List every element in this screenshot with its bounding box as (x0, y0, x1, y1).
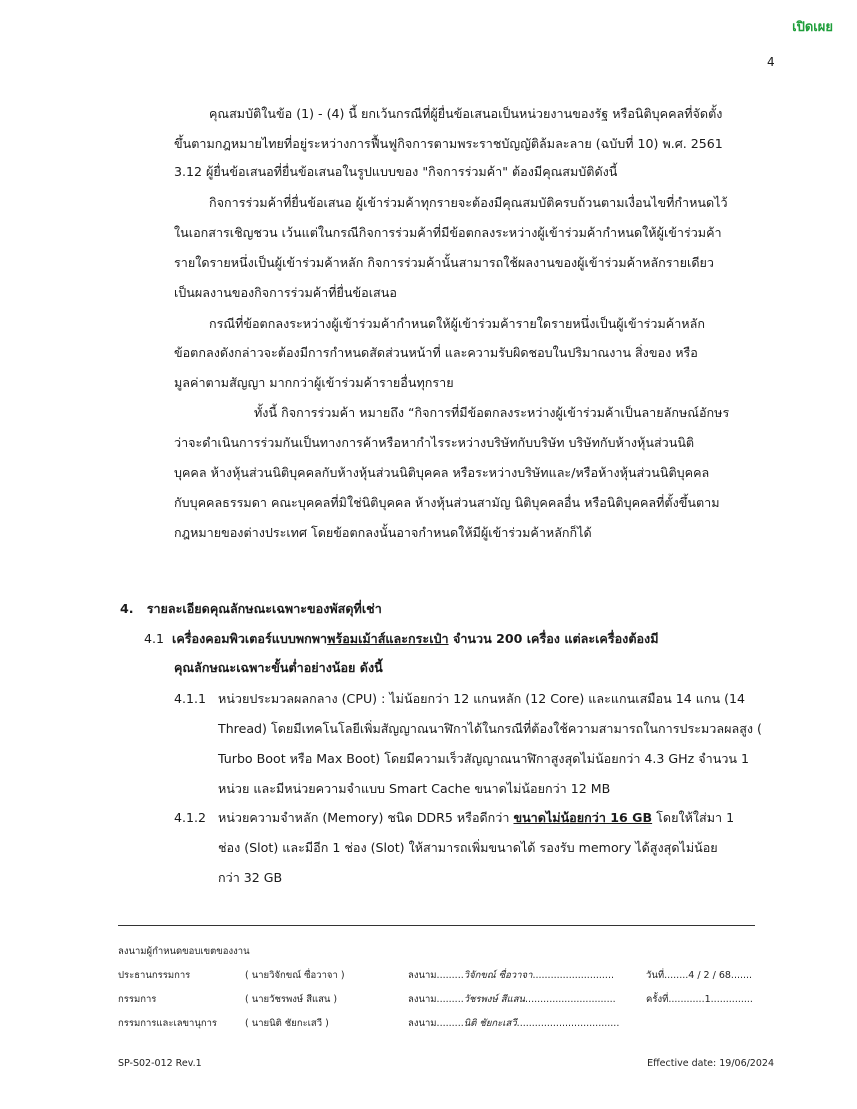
subitem-4-1-2-number: 4.1.2 (174, 810, 207, 825)
revision-label: ครั้งที่............ (646, 994, 705, 1005)
signature-heading: ลงนามผู้กำหนดขอบเขตของงาน (118, 946, 250, 957)
document-code: SP-S02-012 Rev.1 (118, 1058, 202, 1069)
subitem-text: Turbo Boot หรือ Max Boot) โดยมีความเร็วสัญญาณนาฬิกาสูงสุดไม่น้อยกว่า 4.3 GHz จำนวน 1 (218, 751, 750, 766)
signature-name: วัชรพงษ์ สีแสน (463, 994, 526, 1005)
subitem-text: หน่วย และมีหน่วยความจำแบบ Smart Cache ขนาดไม่น้อยกว่า 12 MB (218, 781, 611, 796)
signature-dots: ........................... (532, 970, 614, 981)
date-dots: ....... (730, 970, 753, 981)
signature-dots: .................................. (516, 1018, 620, 1029)
signer-role: กรรมการ (118, 994, 157, 1005)
date-field (646, 968, 752, 983)
subitem-text: กว่า 32 GB (218, 870, 283, 885)
text-line: กรณีที่ข้อตกลงระหว่างผู้เข้าร่วมค้ากำหนดให้ผู้เข้าร่วมค้ารายใดรายหนึ่งเป็นผู้เข้าร่วมค้าหลัก (209, 316, 705, 331)
signer-role: ประธานกรรมการ (118, 970, 191, 981)
section-heading (120, 603, 382, 616)
revision-dots: .............. (710, 994, 753, 1005)
signer-name: ( นายวัชรพงษ์ สีแสน ) (245, 994, 338, 1005)
signature-dots: .............................. (525, 994, 616, 1005)
subitem-4-1-1-number: 4.1.1 (174, 691, 207, 706)
signature-divider (118, 925, 755, 926)
signature-field (408, 992, 616, 1007)
signer-role: กรรมการและเลขานุการ (118, 1018, 218, 1029)
subitem-text-part: โดยให้ใส่มา 1 (652, 810, 735, 825)
text-line: บุคคล ห้างหุ้นส่วนนิติบุคคลกับห้างหุ้นส่วนนิติบุคคล หรือระหว่างบริษัทและ/หรือห้างหุ้นส่วนนิติบุคคล (174, 465, 710, 480)
signature-field (408, 1016, 619, 1031)
subitem-text: ช่อง (Slot) และมีอีก 1 ช่อง (Slot) ให้สามารถเพิ่มขนาดได้ รองรับ memory ได้สูงสุดไม่น้อย (218, 840, 718, 855)
section-number: 4. (120, 601, 134, 616)
subitem-text: Thread) โดยมีเทคโนโลยีเพิ่มสัญญาณนาฬิกาได้ในกรณีที่ต้องใช้ความสามารถในการประมวลผลสูง ( (218, 721, 762, 736)
signer-name: ( นายวิจักขณ์ ซื่อวาจา ) (245, 970, 345, 981)
subitem-text (218, 812, 734, 825)
text-line: ข้อตกลงดังกล่าวจะต้องมีการกำหนดสัดส่วนหน้าที่ และความรับผิดชอบในปริมาณงาน สิ่งของ หรือ (174, 345, 698, 360)
revision-value: 1 (704, 994, 711, 1005)
classification-stamp: เปิดเผย (792, 20, 833, 35)
text-line: ขึ้นตามกฎหมายไทยที่อยู่ระหว่างการฟื้นฟูกิจการตามพระราชบัญญัติล้มละลาย (ฉบับที่ 10) พ.ศ. 2561 (174, 136, 723, 151)
item-4-1-line2: คุณลักษณะเฉพาะขั้นต่ำอย่างน้อย ดังนี้ (174, 660, 383, 675)
subitem-text-part: หน่วยความจำหลัก (Memory) ชนิด DDR5 หรือดีกว่า (218, 810, 514, 825)
signature-dots: ลงนาม......... (408, 1018, 464, 1029)
signature-dots: ลงนาม......... (408, 994, 464, 1005)
text-line: มูลค่าตามสัญญา มากกว่าผู้เข้าร่วมค้ารายอื่นทุกราย (174, 375, 454, 390)
item-title-rest: จำนวน 200 เครื่อง แต่ละเครื่องต้องมี (448, 631, 659, 646)
date-label: วันที่........ (646, 970, 689, 981)
signature-field (408, 968, 614, 983)
revision-field (646, 992, 753, 1007)
text-line: ทั้งนี้ กิจการร่วมค้า หมายถึง “กิจการที่มีข้อตกลงระหว่างผู้เข้าร่วมค้าเป็นลายลักษณ์อักษร (254, 405, 730, 420)
signature-dots: ลงนาม......... (408, 970, 464, 981)
signature-name: นิติ ชัยกะเสวี (463, 1018, 517, 1029)
signature-name: วิจักขณ์ ซื่อวาจา (463, 970, 533, 981)
text-line: กับบุคคลธรรมดา คณะบุคคลที่มิใช่นิติบุคคล ห้างหุ้นส่วนสามัญ นิติบุคคลอื่น หรือนิติบุคคลที่ตั้งขึ้นตาม (174, 495, 720, 510)
effective-date: Effective date: 19/06/2024 (647, 1058, 774, 1069)
date-value: 4 / 2 / 68 (688, 970, 731, 981)
page-number: 4 (767, 55, 775, 69)
section-title: รายละเอียดคุณลักษณะเฉพาะของพัสดุที่เช่า (146, 601, 382, 616)
signer-name: ( นายนิติ ชัยกะเสวี ) (245, 1018, 329, 1029)
text-line: ในเอกสารเชิญชวน เว้นแต่ในกรณีกิจการร่วมค้าที่มีข้อตกลงระหว่างผู้เข้าร่วมค้ากำหนดให้ผู้เข้าร่วมค้า (174, 225, 722, 240)
text-line: ว่าจะดำเนินการร่วมกันเป็นทางการค้าหรือหากำไรระหว่างบริษัทกับบริษัท บริษัทกับห้างหุ้นส่วนนิติ (174, 435, 695, 450)
text-line: กิจการร่วมค้าที่ยื่นข้อเสนอ ผู้เข้าร่วมค้าทุกรายจะต้องมีคุณสมบัติครบถ้วนตามเงื่อนไขที่กำหนดไว้ (209, 195, 728, 210)
text-line: กฎหมายของต่างประเทศ โดยข้อตกลงนั้นอาจกำหนดให้มีผู้เข้าร่วมค้าหลักก็ได้ (174, 525, 592, 540)
text-line: 3.12 ผู้ยื่นข้อเสนอที่ยื่นข้อเสนอในรูปแบบของ "กิจการร่วมค้า" ต้องมีคุณสมบัติดังนี้ (174, 164, 618, 179)
item-number: 4.1 (144, 631, 165, 646)
item-4-1 (144, 633, 659, 646)
memory-size-emphasis: ขนาดไม่น้อยกว่า 16 GB (513, 810, 653, 825)
text-line: รายใดรายหนึ่งเป็นผู้เข้าร่วมค้าหลัก กิจการร่วมค้านั้นสามารถใช้ผลงานของผู้เข้าร่วมค้าหลักรายเดียว (174, 255, 714, 270)
text-line: คุณสมบัติในข้อ (1) - (4) นี้ ยกเว้นกรณีที่ผู้ยื่นข้อเสนอเป็นหน่วยงานของรัฐ หรือนิติบุคคลที่จัดตั้ง (209, 106, 723, 121)
subitem-text: หน่วยประมวลผลกลาง (CPU) : ไม่น้อยกว่า 12 แกนหลัก (12 Core) และแกนเสมือน 14 แกน (14 (218, 691, 746, 706)
item-title-underlined: พร้อมเม้าส์และกระเป๋า (327, 631, 449, 646)
item-title: เครื่องคอมพิวเตอร์แบบพกพา (172, 631, 328, 646)
text-line: เป็นผลงานของกิจการร่วมค้าที่ยื่นข้อเสนอ (174, 285, 397, 300)
